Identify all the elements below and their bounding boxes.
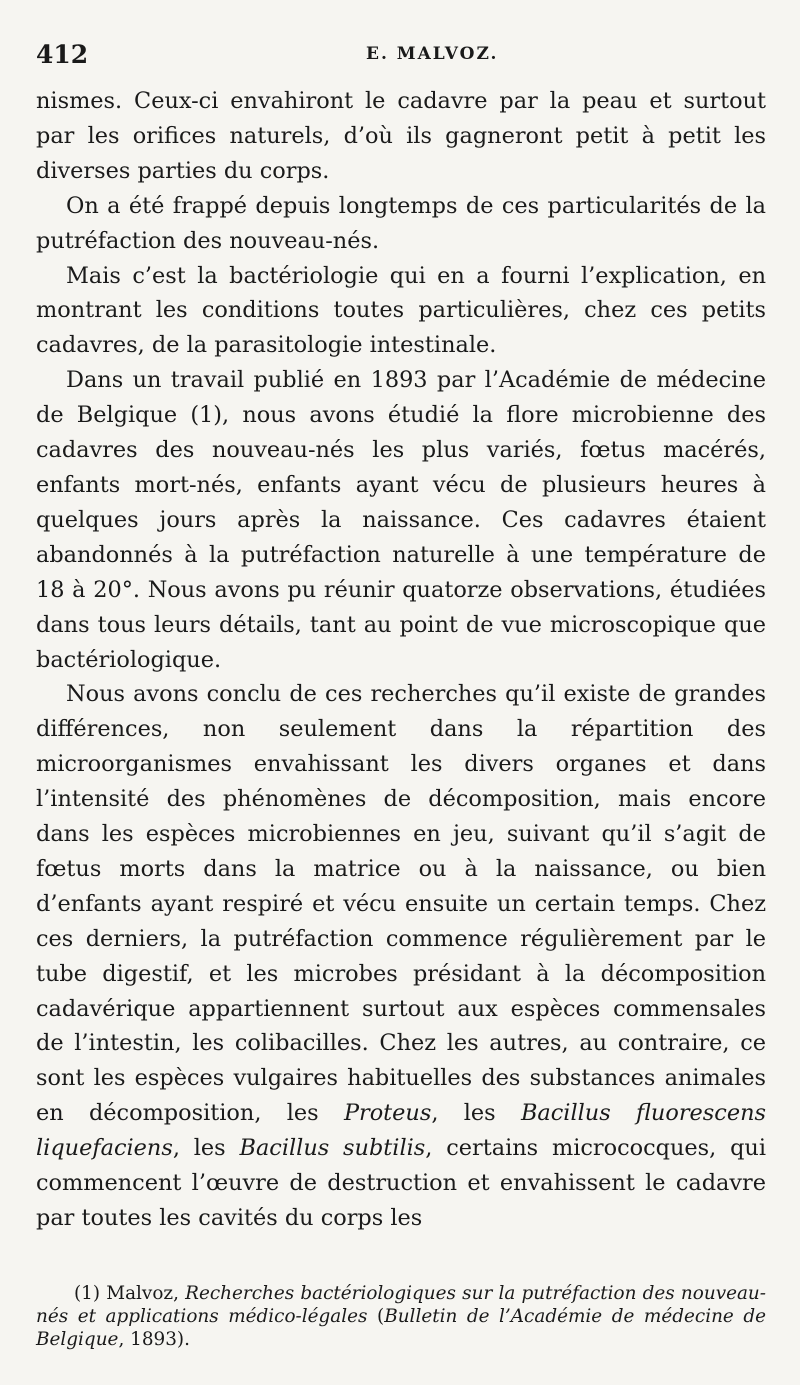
footnote-text: , 1893).	[118, 1329, 190, 1350]
footnote	[36, 1282, 766, 1351]
page-header	[36, 38, 766, 74]
paragraph	[36, 677, 766, 1236]
footnote-title: Recherches bactériologiques sur la putréfaction des nouveau-nés et applications médico-légales	[36, 1283, 766, 1327]
footnote-marker: (1) Malvoz,	[74, 1283, 186, 1304]
running-head: E. MALVOZ.	[366, 44, 499, 64]
paragraph: nismes. Ceux-ci envahiront le cadavre par la peau et surtout par les orifices naturels, d’où ils gagneront petit à petit les diverses parties du corps.	[36, 88, 766, 184]
paragraph-text: , les	[431, 1100, 521, 1127]
footnote-journal: Bulletin de l’Académie de médecine de Belgique	[36, 1306, 766, 1350]
footnote-text: (	[367, 1306, 385, 1327]
paragraph-text: , les	[172, 1135, 240, 1162]
species-name: Proteus	[343, 1100, 432, 1127]
species-name: Bacillus fluorescens liquefaciens	[36, 1100, 766, 1162]
paragraph: Dans un travail publié en 1893 par l’Académie de médecine de Belgique (1), nous avons étudié la flore microbienne des cadavres des nouveau-nés les plus variés, fœtus macérés, enfants mort-nés, enfants ayant vécu de plusieurs heures à quelques jours après la naissance. Ces cadavres étaient abandonnés à la putréfaction naturelle à une température de 18 à 20°. Nous avons pu réunir quatorze observations, étudiées dans tous leurs détails, tant au point de vue microscopique que bactériologique.	[36, 367, 766, 673]
paragraph-text: , certains micrococques, qui commencent l’œuvre de destruction et envahissent le cadavre par toutes les cavités du corps les	[36, 1135, 766, 1231]
body-text	[36, 84, 766, 1236]
footnote-separator	[36, 1268, 766, 1269]
species-name: Bacillus subtilis	[239, 1135, 426, 1162]
paragraph-text: Nous avons conclu de ces recherches qu’il existe de grandes différences, non seulement dans la répartition des microorganismes envahissant les divers organes et dans l’intensité des phénomènes de décomposition, mais encore dans les espèces microbiennes en jeu, suivant qu’il s’agit de fœtus morts dans la matrice ou à la naissance, ou bien d’enfants ayant respiré et vécu ensuite un certain temps. Chez ces derniers, la putréfaction commence régulièrement par le tube digestif, et les microbes présidant à la décomposition cadavérique appartiennent surtout aux espèces commensales de l’intestin, les colibacilles. Chez les autres, au contraire, ce sont les espèces vulgaires habituelles des substances animales en décomposition, les	[36, 681, 766, 1127]
page-number: 412	[36, 40, 89, 69]
paragraph: Mais c’est la bactériologie qui en a fourni l’explication, en montrant les conditions toutes particulières, chez ces petits cadavres, de la parasitologie intestinale.	[36, 262, 766, 359]
paragraph: On a été frappé depuis longtemps de ces particularités de la putréfaction des nouveau-nés.	[36, 192, 766, 254]
